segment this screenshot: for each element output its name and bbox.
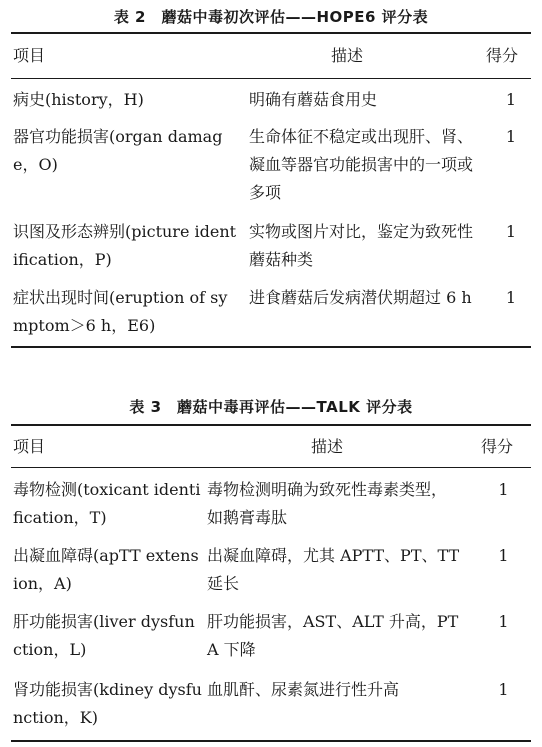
table3-row4-score: 1 bbox=[498, 680, 509, 699]
table3-row1-desc: 毒物检测明确为致死性毒素类型，如鹅膏毒肽 bbox=[207, 480, 448, 527]
table2-row1-score: 1 bbox=[505, 90, 517, 109]
table2 bbox=[11, 32, 531, 350]
table3-top-rule bbox=[11, 424, 531, 426]
table2-row3-item: 识图及形态辨别(picture identification，P) bbox=[13, 222, 237, 269]
table3-row1-score: 1 bbox=[498, 480, 509, 499]
table2-row3-desc: 实物或图片对比，鉴定为致死性蘑菇种类 bbox=[249, 222, 474, 269]
table2-row4-item: 症状出现时间(eruption of symptom＞6 h，E6) bbox=[13, 288, 228, 335]
table2-row2-desc: 生命体征不稳定或出现肝、肾、凝血等器官功能损害中的一项或多项 bbox=[249, 127, 474, 202]
table2-row3-score: 1 bbox=[505, 222, 517, 241]
table3 bbox=[11, 424, 531, 744]
table2-header-desc: 描述 bbox=[331, 46, 364, 65]
table3-row3-desc: 肝功能损害，AST、ALT 升高，PTA 下降 bbox=[207, 612, 459, 659]
table2-top-rule bbox=[11, 32, 531, 34]
table3-row2-desc: 出凝血障碍，尤其 APTT、PT、TT 延长 bbox=[207, 546, 460, 593]
table2-caption: 表 2 蘑菇中毒初次评估——HOPE6 评分表 bbox=[113, 8, 429, 26]
table3-header-desc: 描述 bbox=[311, 437, 344, 456]
table2-header-rule bbox=[11, 78, 531, 79]
table2-row2-score: 1 bbox=[505, 127, 517, 146]
table2-header-score: 得分 bbox=[486, 46, 519, 65]
table2-row4-score: 1 bbox=[505, 288, 517, 307]
table3-header-rule bbox=[11, 467, 531, 468]
table3-row3-score: 1 bbox=[498, 612, 509, 631]
table3-row1-item: 毒物检测(toxicant identification，T) bbox=[13, 480, 201, 527]
table3-caption: 表 3 蘑菇中毒再评估——TALK 评分表 bbox=[129, 398, 413, 416]
table3-row4-desc: 血肌酐、尿素氮进行性升高 bbox=[207, 680, 400, 699]
table2-row4-desc: 进食蘑菇后发病潜伏期超过 6 h bbox=[249, 288, 472, 307]
table3-bottom-rule bbox=[11, 740, 531, 742]
table2-header-item: 项目 bbox=[13, 46, 46, 65]
table3-header-score: 得分 bbox=[481, 437, 514, 456]
table2-row2-item: 器官功能损害(organ damage，O) bbox=[13, 127, 223, 174]
table3-row4-item: 肾功能损害(kdiney dysfunction，K) bbox=[13, 680, 202, 727]
table2-bottom-rule bbox=[11, 346, 531, 348]
table3-header-item: 项目 bbox=[13, 437, 46, 456]
table3-row2-score: 1 bbox=[498, 546, 509, 565]
table3-row3-item: 肝功能损害(liver dysfunction，L) bbox=[13, 612, 195, 659]
table2-row1-item: 病史(history，H) bbox=[13, 90, 144, 109]
table3-row2-item: 出凝血障碍(apTT extension，A) bbox=[13, 546, 199, 593]
table2-row1-desc: 明确有蘑菇食用史 bbox=[249, 90, 378, 109]
